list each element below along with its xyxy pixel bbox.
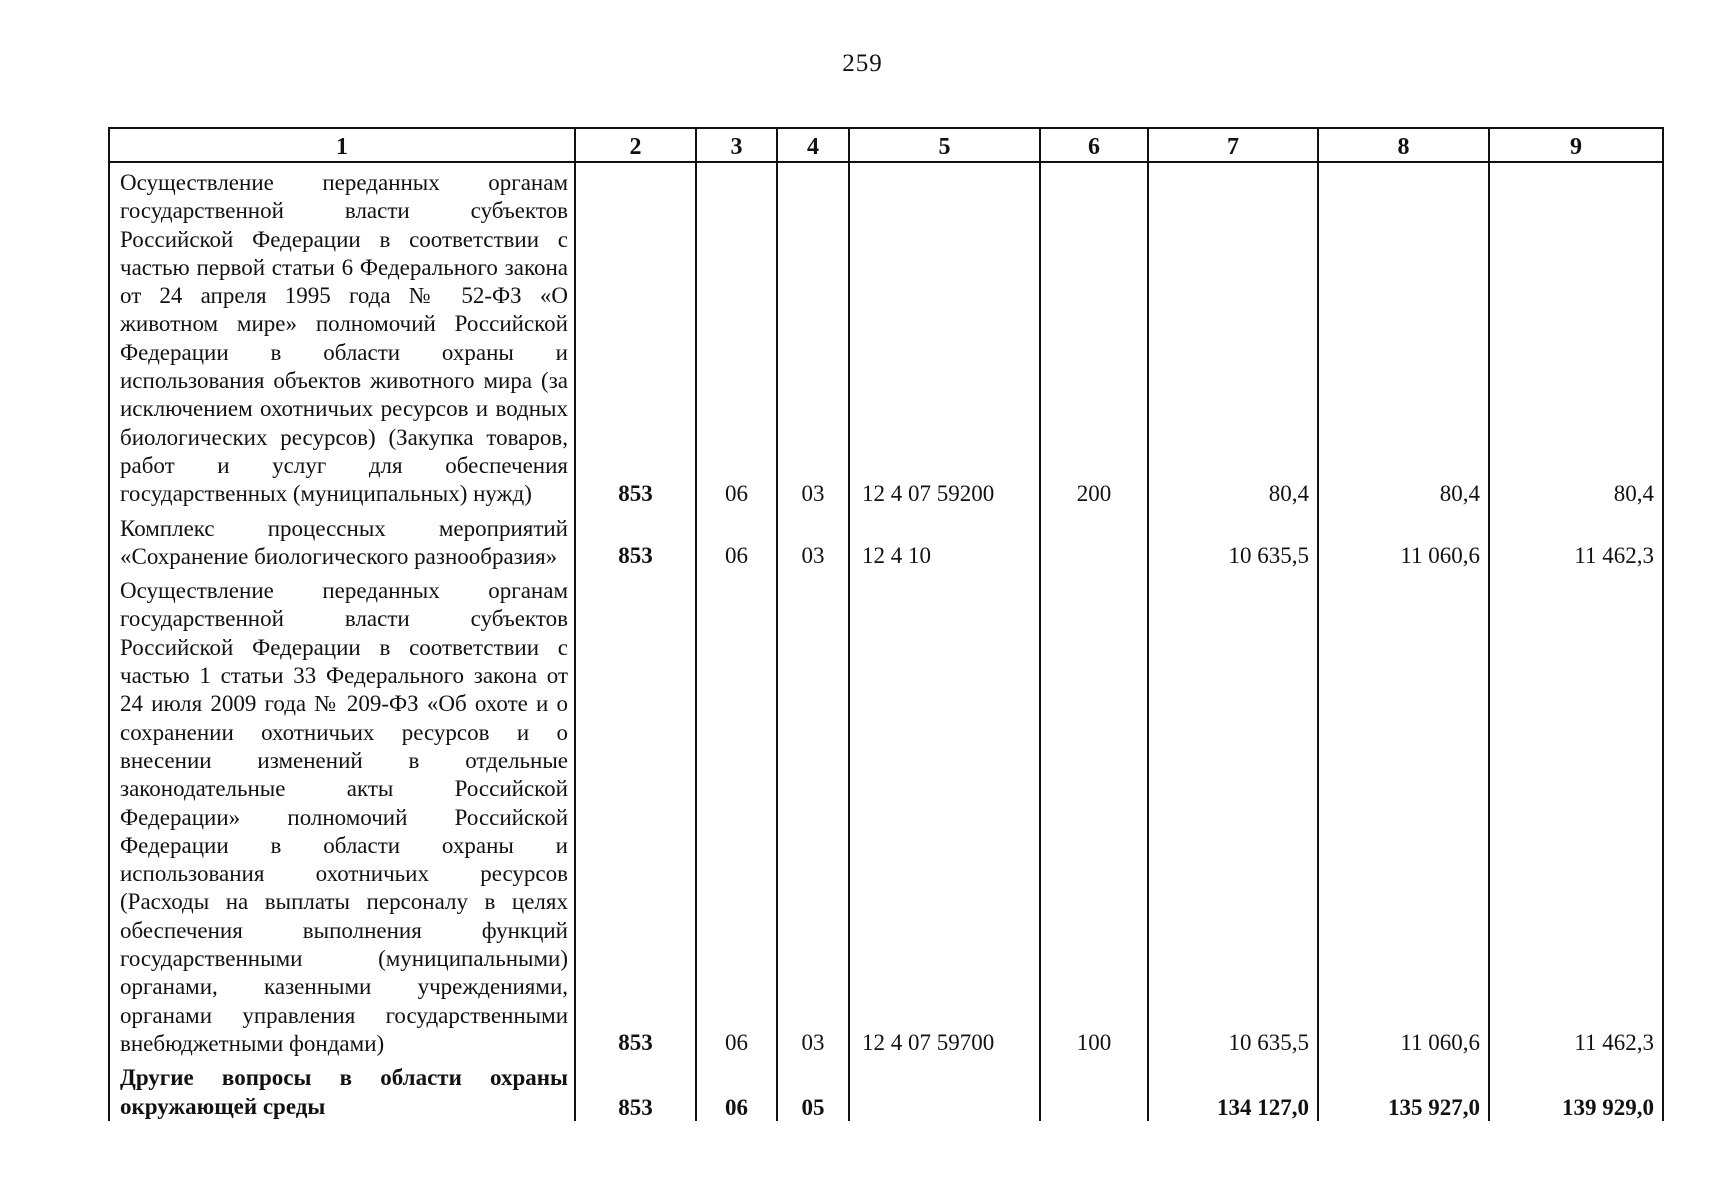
row-description-text: Осуществление переданных органам государственной власти субъектов Российской Федерации в соответствии с частью 1 статьи 33 Федерального закона от 24 июля 2009 года № 209-ФЗ «Об охоте и о сохранении охотничьих ресурсов и о внесении изменений в отдельные законодательные акты Российской Федерации» полномочий Российской Федерации в области охраны и использования охотничьих ресурсов (Расходы на выплаты персоналу в целях обеспечения выполнения функций государственными (муниципальными) органами, казенными учреждениями, органами управления государственными внебюджетными фондами) <box>120 578 568 1056</box>
header-col-5: 5 <box>849 128 1040 162</box>
row-expense-type: 200 <box>1040 162 1148 509</box>
header-col-4: 4 <box>777 128 849 162</box>
table-row <box>109 509 1663 572</box>
row-amount-1: 10 635,5 <box>1148 509 1318 572</box>
row-amount-3: 11 462,3 <box>1489 509 1663 572</box>
row-amount-2: 135 927,0 <box>1318 1058 1489 1121</box>
row-expense-type <box>1040 509 1148 572</box>
row-expense-type <box>1040 1058 1148 1121</box>
budget-table <box>108 127 1664 1121</box>
row-description-text: Комплекс процессных мероприятий «Сохранение биологического разнообразия» <box>120 515 568 569</box>
row-section: 06 <box>696 1058 777 1121</box>
row-section: 06 <box>696 509 777 572</box>
row-description <box>109 162 575 509</box>
header-col-1: 1 <box>109 128 575 162</box>
row-target-article: 12 4 10 <box>849 509 1040 572</box>
row-ministry-code: 853 <box>575 571 696 1058</box>
row-description <box>109 571 575 1058</box>
row-amount-1: 80,4 <box>1148 162 1318 509</box>
row-ministry-code: 853 <box>575 509 696 572</box>
row-amount-1: 134 127,0 <box>1148 1058 1318 1121</box>
row-subsection: 03 <box>777 162 849 509</box>
header-col-8: 8 <box>1318 128 1489 162</box>
row-subsection: 03 <box>777 509 849 572</box>
row-amount-2: 80,4 <box>1318 162 1489 509</box>
row-expense-type: 100 <box>1040 571 1148 1058</box>
row-description-text: Другие вопросы в области охраны окружающей среды <box>120 1065 568 1119</box>
row-amount-2: 11 060,6 <box>1318 571 1489 1058</box>
header-col-2: 2 <box>575 128 696 162</box>
row-ministry-code: 853 <box>575 1058 696 1121</box>
table-row <box>109 1058 1663 1121</box>
table-row <box>109 571 1663 1058</box>
row-amount-3: 80,4 <box>1489 162 1663 509</box>
header-col-7: 7 <box>1148 128 1318 162</box>
row-amount-1: 10 635,5 <box>1148 571 1318 1058</box>
row-amount-3: 139 929,0 <box>1489 1058 1663 1121</box>
header-col-3: 3 <box>696 128 777 162</box>
row-amount-2: 11 060,6 <box>1318 509 1489 572</box>
table-row <box>109 162 1663 509</box>
row-description-text: Осуществление переданных органам государственной власти субъектов Российской Федерации в соответствии с частью первой статьи 6 Федерального закона от 24 апреля 1995 года № 52-ФЗ «О животном мире» полномочий Российской Федерации в области охраны и использования объектов животного мира (за исключением охотничьих ресурсов и водных биологических ресурсов) (Закупка товаров, работ и услуг для обеспечения государственных (муниципальных) нужд) <box>120 170 568 507</box>
row-section: 06 <box>696 162 777 509</box>
row-amount-3: 11 462,3 <box>1489 571 1663 1058</box>
row-ministry-code: 853 <box>575 162 696 509</box>
row-target-article: 12 4 07 59700 <box>849 571 1040 1058</box>
header-col-6: 6 <box>1040 128 1148 162</box>
row-subsection: 03 <box>777 571 849 1058</box>
row-description <box>109 509 575 572</box>
row-target-article <box>849 1058 1040 1121</box>
header-row <box>109 128 1663 162</box>
row-section: 06 <box>696 571 777 1058</box>
row-target-article: 12 4 07 59200 <box>849 162 1040 509</box>
row-description <box>109 1058 575 1121</box>
page-number: 259 <box>842 50 883 77</box>
row-subsection: 05 <box>777 1058 849 1121</box>
header-col-9: 9 <box>1489 128 1663 162</box>
